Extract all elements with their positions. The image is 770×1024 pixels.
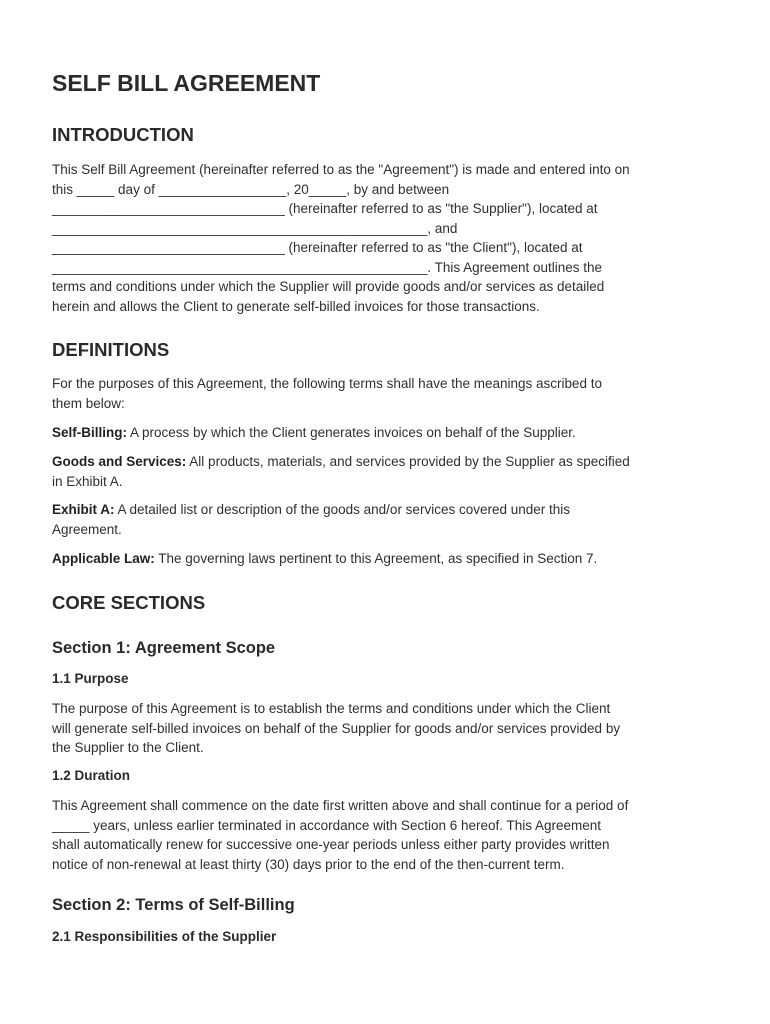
definition-text: All products, materials, and services provided by the Supplier as specified [186, 454, 630, 469]
core-sections-heading: CORE SECTIONS [52, 592, 206, 613]
paragraph-line: the Supplier to the Client. [52, 740, 204, 755]
definition-goods-and-services [52, 452, 630, 491]
introduction-paragraph [52, 160, 630, 316]
definition-term: Applicable Law: [52, 551, 155, 566]
paragraph-line: terms and conditions under which the Supplier will provide goods and/or services as detailed [52, 279, 605, 294]
definition-term: Exhibit A: [52, 502, 115, 517]
definition-text: in Exhibit A. [52, 473, 123, 489]
definition-applicable-law [52, 549, 597, 569]
paragraph-line: __________________________________________________, and [52, 220, 458, 236]
subsection-1-2-paragraph [52, 796, 628, 874]
definition-text: A process by which the Client generates invoices on behalf of the Supplier. [127, 425, 576, 440]
paragraph-line: _______________________________ (hereinafter referred to as "the Supplier"), located at [52, 201, 598, 216]
paragraph-line: _______________________________ (hereinafter referred to as "the Client"), located at [52, 240, 583, 255]
definition-term: Self-Billing: [52, 425, 127, 440]
definition-self-billing [52, 423, 576, 443]
paragraph-line: will generate self-billed invoices on behalf of the Supplier for goods and/or services provided by [52, 720, 621, 736]
subsection-1-1-heading: 1.1 Purpose [52, 671, 129, 686]
section-2-heading: Section 2: Terms of Self-Billing [52, 896, 295, 914]
definition-text: The governing laws pertinent to this Agreement, as specified in Section 7. [154, 551, 598, 566]
definition-term: Goods and Services: [52, 454, 187, 469]
definitions-heading: DEFINITIONS [52, 339, 170, 360]
section-1-heading: Section 1: Agreement Scope [52, 639, 276, 657]
paragraph-line: This Agreement shall commence on the date first written above and shall continue for a period of [52, 798, 629, 813]
paragraph-line: this _____ day of _________________, 20_____, by and between [52, 181, 450, 197]
subsection-1-1-paragraph [52, 699, 620, 758]
paragraph-line: _____ years, unless earlier terminated in accordance with Section 6 hereof. This Agreement [52, 817, 602, 833]
definition-exhibit-a [52, 500, 570, 539]
paragraph-line: For the purposes of this Agreement, the following terms shall have the meanings ascribed to [52, 376, 603, 391]
definition-text: A detailed list or description of the goods and/or services covered under this [114, 502, 571, 517]
paragraph-line: shall automatically renew for successive one-year periods unless either party provides written [52, 837, 610, 852]
paragraph-line: The purpose of this Agreement is to establish the terms and conditions under which the Client [52, 701, 611, 716]
paragraph-line: This Self Bill Agreement (hereinafter referred to as the "Agreement") is made and entered into on [52, 162, 630, 177]
subsection-1-2-heading: 1.2 Duration [52, 768, 131, 783]
subsection-2-1-heading: 2.1 Responsibilities of the Supplier [52, 929, 277, 944]
definition-text: Agreement. [52, 521, 122, 537]
paragraph-line: them below: [52, 395, 125, 411]
paragraph-line: __________________________________________________. This Agreement outlines the [52, 259, 603, 275]
paragraph-line: notice of non-renewal at least thirty (30) days prior to the end of the then-current term. [52, 856, 565, 872]
paragraph-line: herein and allows the Client to generate self-billed invoices for those transactions. [52, 298, 540, 314]
definitions-intro [52, 374, 602, 413]
introduction-heading: INTRODUCTION [52, 124, 194, 145]
document-title: SELF BILL AGREEMENT [52, 70, 321, 96]
